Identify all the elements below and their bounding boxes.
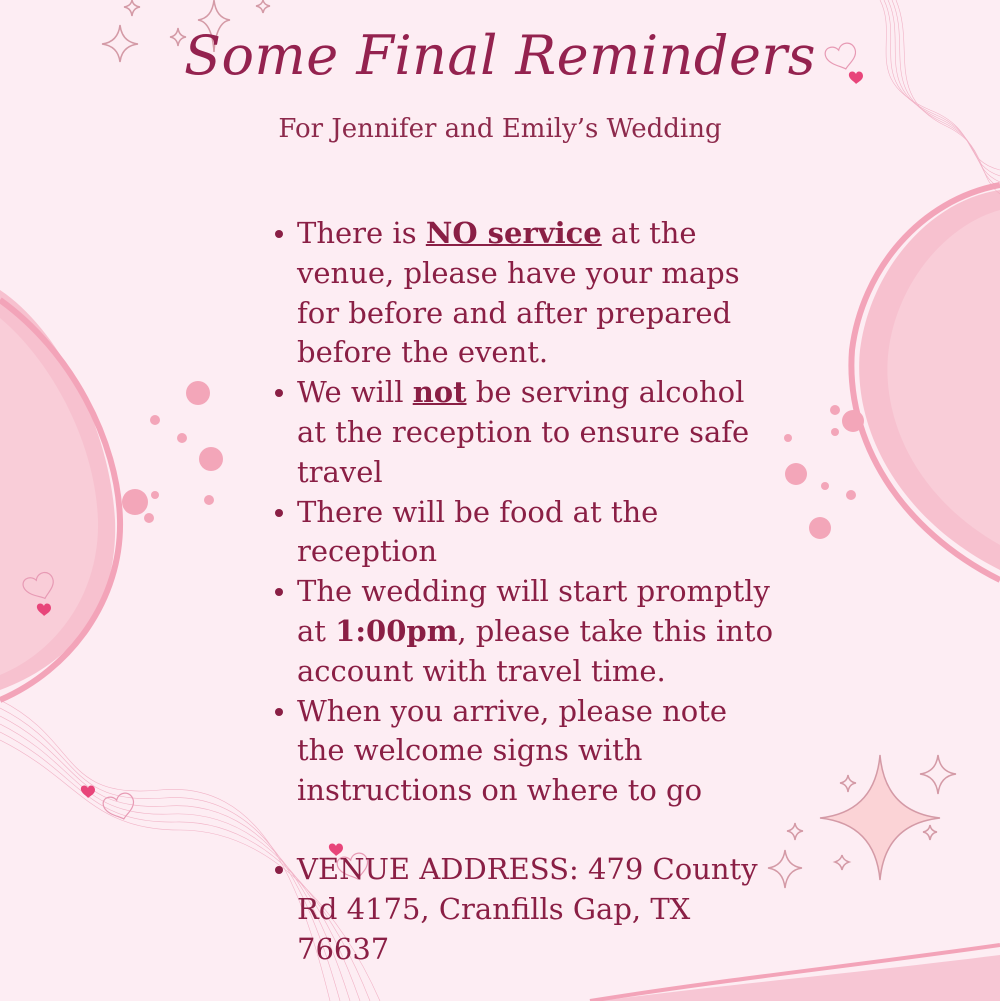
reminder-emphasis: 1:00pm [335,613,458,648]
venue-address: VENUE ADDRESS: 479 County Rd 4175, Cranfills Gap, TX 76637 [297,851,758,966]
reminder-text: The wedding will start promptly at [297,574,770,648]
reminder-text: We will [297,375,413,410]
reminder-text: , please take this into account with travel time. [297,613,774,688]
reminder-text: There is [297,216,426,250]
dot-cluster-left [122,381,223,523]
dot-cluster-right [784,405,864,539]
reminder-list [297,214,777,969]
venue-address-item [297,850,777,969]
page-subtitle: For Jennifer and Emily’s Wedding [278,114,722,144]
reminder-emphasis: not [412,375,467,410]
right-blob-shape [851,185,1000,580]
reminder-text: When you arrive, please note the welcome signs with instructions on where to go [297,693,728,808]
reminder-emphasis: NO service [425,216,602,250]
list-item [297,692,777,811]
page-title: Some Final Reminders [184,24,816,87]
list-item [297,373,777,492]
list-item [297,214,777,373]
sparkle-icon [768,755,956,888]
reminder-text: at the venue, please have your maps for before and after prepared before the event. [297,216,740,370]
reminder-text: There will be food at the reception [297,494,659,569]
list-item [297,572,777,691]
reminder-text: be serving alcohol at the reception to ensure safe travel [297,375,750,489]
list-item [297,493,777,573]
left-blob-shape [0,290,120,700]
